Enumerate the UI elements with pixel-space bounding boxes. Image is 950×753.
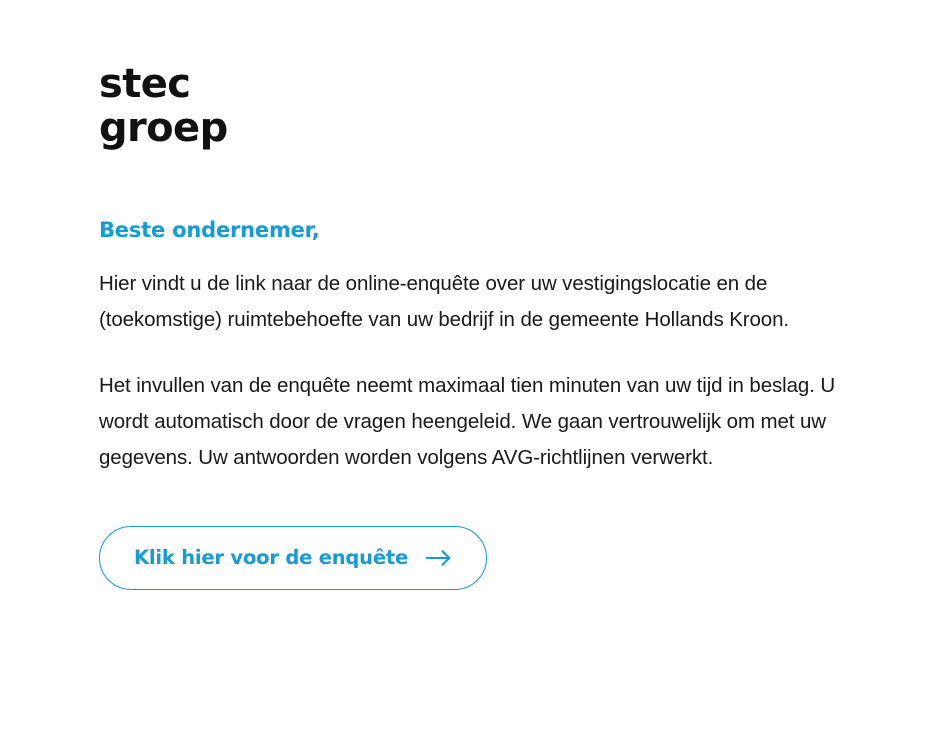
- stec-groep-logo: [99, 62, 950, 150]
- paragraph-2: Het invullen van de enquête neemt maximaal tien minuten van uw tijd in beslag. U wordt automatisch door de vragen heengeleid. We gaan vertrouwelijk om met uw gegevens. Uw antwoorden worden volgens AVG-richtlijnen verwerkt.: [99, 374, 836, 469]
- survey-link-label: Klik hier voor de enquête: [134, 546, 409, 570]
- salutation: Beste ondernemer,: [99, 218, 320, 242]
- survey-link-button[interactable]: [99, 526, 487, 590]
- paragraph-1: Hier vindt u de link naar de online-enquête over uw vestigingslocatie en de (toekomstige) ruimtebehoefte van uw bedrijf in de gemeente Hollands Kroon.: [99, 272, 789, 331]
- logo-line-1: stec: [99, 61, 191, 107]
- arrow-right-icon: [426, 549, 452, 567]
- logo-line-2: groep: [99, 105, 228, 151]
- cta-container: [99, 526, 869, 590]
- letter-content: [99, 216, 869, 590]
